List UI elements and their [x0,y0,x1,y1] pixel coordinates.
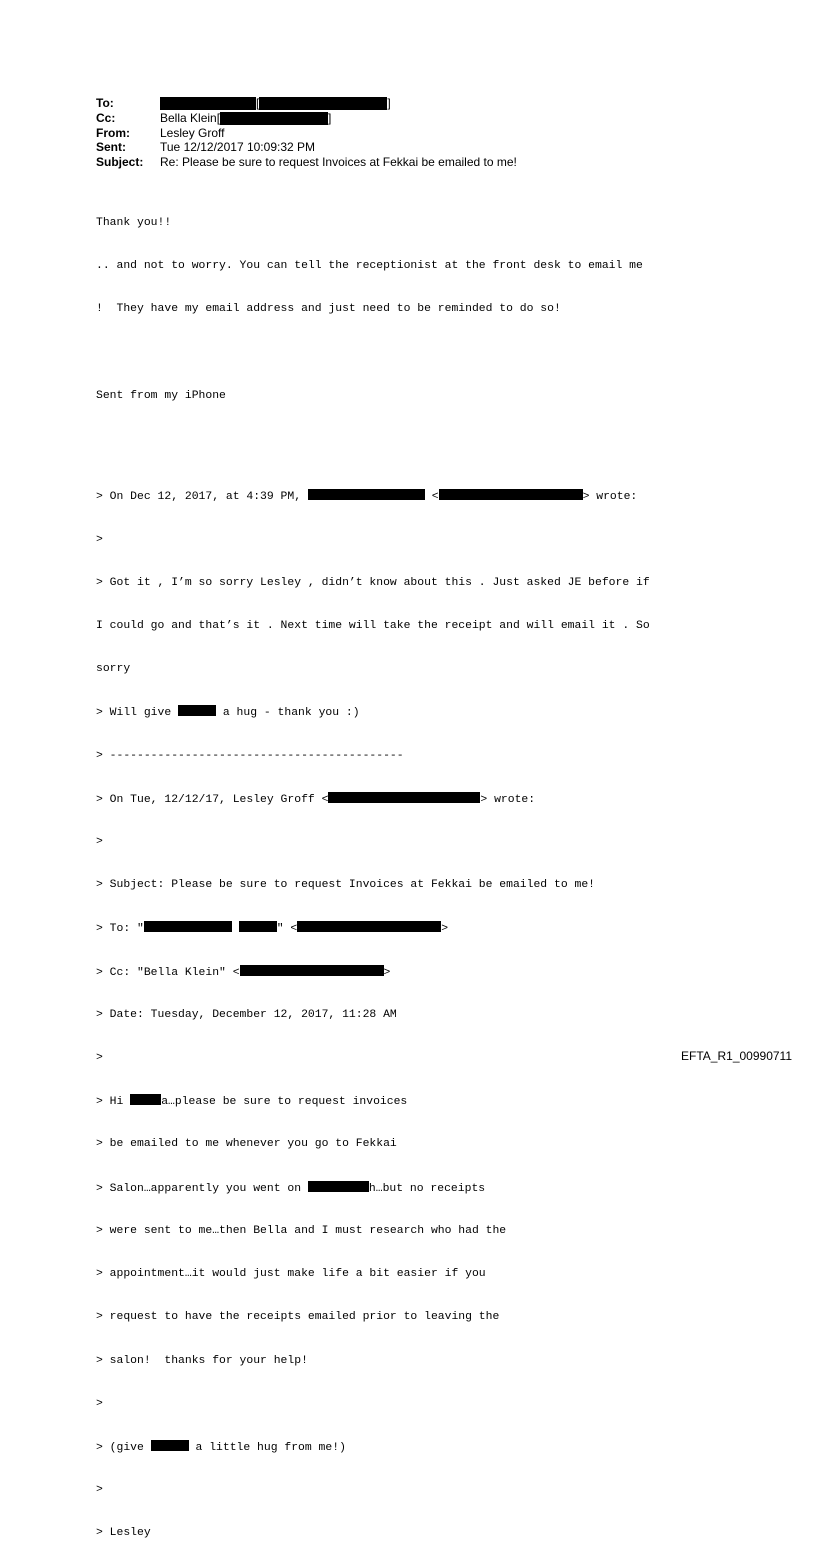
text-segment: > Salon…apparently you went on [96,1182,308,1195]
body-line: ! They have my email address and just need to be reminded to do so! [96,303,561,316]
document-id: EFTA_R1_00990711 [681,1049,792,1063]
redaction-block [239,921,277,932]
redaction-block [130,1094,161,1105]
redaction-block [151,1440,189,1451]
quote-line: > were sent to me…then Bella and I must research who had the [96,1224,507,1237]
quote-line [96,965,650,979]
subject-value: Re: Please be sure to request Invoices at Fekkai be emailed to me! [160,155,517,170]
signature-line: Sent from my iPhone [96,389,226,402]
cc-label: Cc: [96,110,116,125]
text-segment: a little hug from me!) [188,1441,346,1454]
redaction-block [178,705,216,716]
quote-line: > Date: Tuesday, December 12, 2017, 11:28 AM [96,1008,397,1021]
subject-label: Subject: [96,155,144,170]
quote-line: > request to have the receipts emailed prior to leaving the [96,1311,500,1324]
quote-line [96,1181,650,1195]
from-row [96,126,517,141]
quote-line: > [96,836,103,849]
redaction-block [259,97,387,110]
text-segment: a…please be sure to request invoices [161,1096,408,1109]
quote-line [96,1094,650,1108]
text-segment: h…but no receipts [368,1182,486,1195]
redaction-block [328,792,480,803]
text-segment: > On Dec 12, 2017, at 4:39 PM, [96,491,308,504]
quote-line: I could go and that’s it . Next time will take the receipt and will email it . So [96,620,650,633]
text-segment: > Will give [96,707,179,720]
bracket-close: ] [328,110,332,125]
text-segment: > Cc: "Bella Klein" < [96,966,240,979]
quote-line: > [96,533,103,546]
bracket-close: ] [387,96,391,110]
quote-line: > appointment…it would just make life a bit easier if you [96,1268,486,1281]
text-segment: a hug - thank you :) [216,707,360,720]
bracket-open: [ [256,96,260,110]
cc-name: Bella Klein[ [160,110,221,125]
quote-line: > be emailed to me whenever you go to Fekkai [96,1138,397,1151]
cc-value [160,111,331,126]
body-line: .. and not to worry. You can tell the receptionist at the front desk to email me [96,260,643,273]
text-segment: > Hi [96,1096,131,1109]
redaction-block [297,921,441,932]
text-segment: > On Tue, 12/12/17, Lesley Groff < [96,793,329,806]
text-segment: " < [276,923,298,936]
text-segment: < [424,491,439,504]
from-value: Lesley Groff [160,125,225,140]
text-segment: > [441,923,449,936]
to-value [160,96,391,111]
redaction-block [160,97,256,110]
from-label: From: [96,125,130,140]
quote-line: > [96,1484,103,1497]
quote-line: > Subject: Please be sure to request Invoices at Fekkai be emailed to me! [96,879,595,892]
to-row [96,96,517,111]
quote-attribution-line [96,792,650,806]
redaction-block [220,112,328,125]
sent-value: Tue 12/12/2017 10:09:32 PM [160,140,316,155]
body-line: Thank you!! [96,216,172,229]
blank-line [96,432,650,446]
redaction-block [144,921,232,932]
quote-line: > [96,1397,103,1410]
quote-attribution-line [96,489,650,503]
text-segment: > wrote: [582,491,638,504]
sent-row [96,140,517,155]
redaction-block [308,1181,369,1192]
quote-line [96,705,650,719]
text-segment: > wrote: [480,793,536,806]
quote-line: > Lesley [96,1527,151,1540]
text-segment: > [383,966,391,979]
cc-row [96,111,517,126]
quote-line [96,921,650,935]
redaction-block [308,489,425,500]
quote-line: sorry [96,663,131,676]
text-segment: > (give [96,1441,151,1454]
quote-line [96,1440,650,1454]
subject-row [96,155,517,170]
text-segment: > To: " [96,923,144,936]
quote-line: > [96,1052,103,1065]
email-header [96,96,517,170]
sent-label: Sent: [96,140,126,155]
quote-line: > salon! thanks for your help! [96,1354,308,1367]
email-body [96,187,650,1555]
redaction-block [240,965,384,976]
to-label: To: [96,96,114,110]
blank-line [96,345,650,359]
quote-line: > Got it , I’m so sorry Lesley , didn’t know about this . Just asked JE before if [96,576,650,589]
quote-divider: > ------------------------------------------- [96,749,404,762]
redaction-block [439,489,583,500]
